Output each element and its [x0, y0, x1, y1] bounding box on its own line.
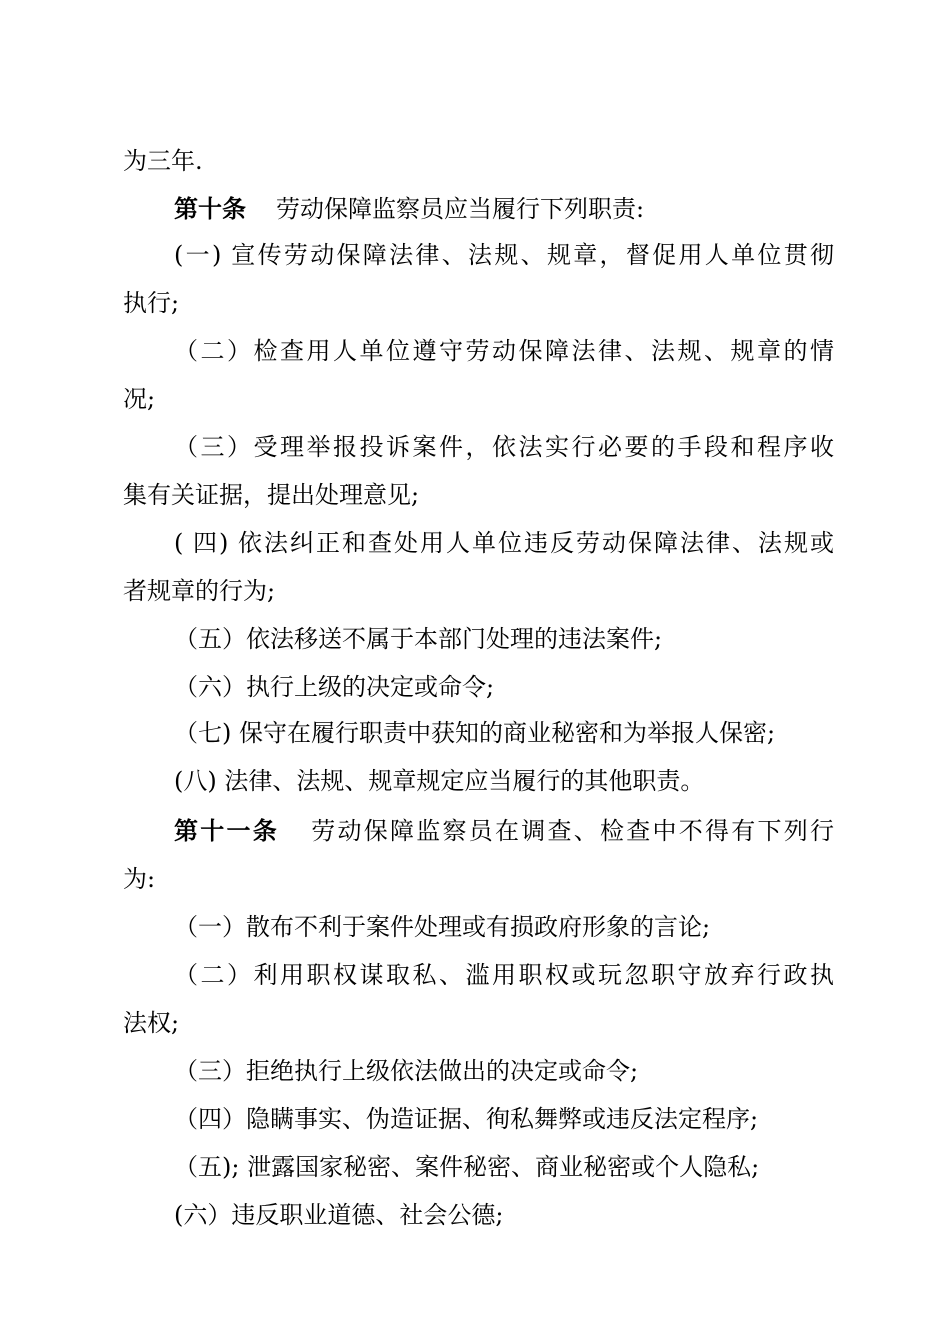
list-item-line: (八) 法律、法规、规章规定应当履行的其他职责。 — [174, 767, 705, 795]
list-item-line: （五); 泄露国家秘密、案件秘密、商业秘密或个人隐私; — [174, 1153, 760, 1181]
list-item-line: (六）违反职业道德、社会公德; — [174, 1201, 504, 1229]
list-item-line: 者规章的行为; — [123, 577, 276, 605]
list-item-line: （六）执行上级的决定或命令; — [174, 673, 495, 701]
body-line: 为三年. — [123, 147, 203, 175]
list-item-line: 执行; — [123, 289, 180, 317]
list-item-line: （四）隐瞒事实、伪造证据、徇私舞弊或违反法定程序; — [174, 1105, 759, 1133]
list-item-line: ( 四) 依法纠正和查处用人单位违反劳动保障法律、法规或 — [174, 529, 834, 557]
body-line: 为: — [123, 865, 156, 893]
list-item-line: （三）拒绝执行上级依法做出的决定或命令; — [174, 1057, 639, 1085]
list-item-line: 集有关证据，提出处理意见; — [123, 481, 420, 509]
article-title: 第十一条 — [174, 817, 279, 845]
list-item-line: （七) 保守在履行职责中获知的商业秘密和为举报人保密; — [174, 719, 776, 747]
list-item-line: （二）检查用人单位遵守劳动保障法律、法规、规章的情 — [174, 337, 834, 365]
article-title: 第十条 — [174, 195, 246, 223]
article-11-heading — [174, 816, 834, 846]
list-item-line: 法权; — [123, 1009, 180, 1037]
article-10-heading — [174, 194, 644, 224]
article-intro-text: 劳动保障监察员应当履行下列职责: — [276, 195, 645, 223]
list-item-line: （五）依法移送不属于本部门处理的违法案件; — [174, 625, 663, 653]
list-item-line: (一) 宣传劳动保障法律、法规、规章，督促用人单位贯彻 — [174, 241, 834, 269]
list-item-line: 况; — [123, 385, 156, 413]
list-item-line: （一）散布不利于案件处理或有损政府形象的言论; — [174, 913, 711, 941]
list-item-line: （三）受理举报投诉案件，依法实行必要的手段和程序收 — [174, 433, 834, 461]
list-item-line: （二）利用职权谋取私、滥用职权或玩忽职守放弃行政执 — [174, 961, 834, 989]
article-intro-text: 劳动保障监察员在调查、检查中不得有下列行 — [309, 817, 834, 845]
